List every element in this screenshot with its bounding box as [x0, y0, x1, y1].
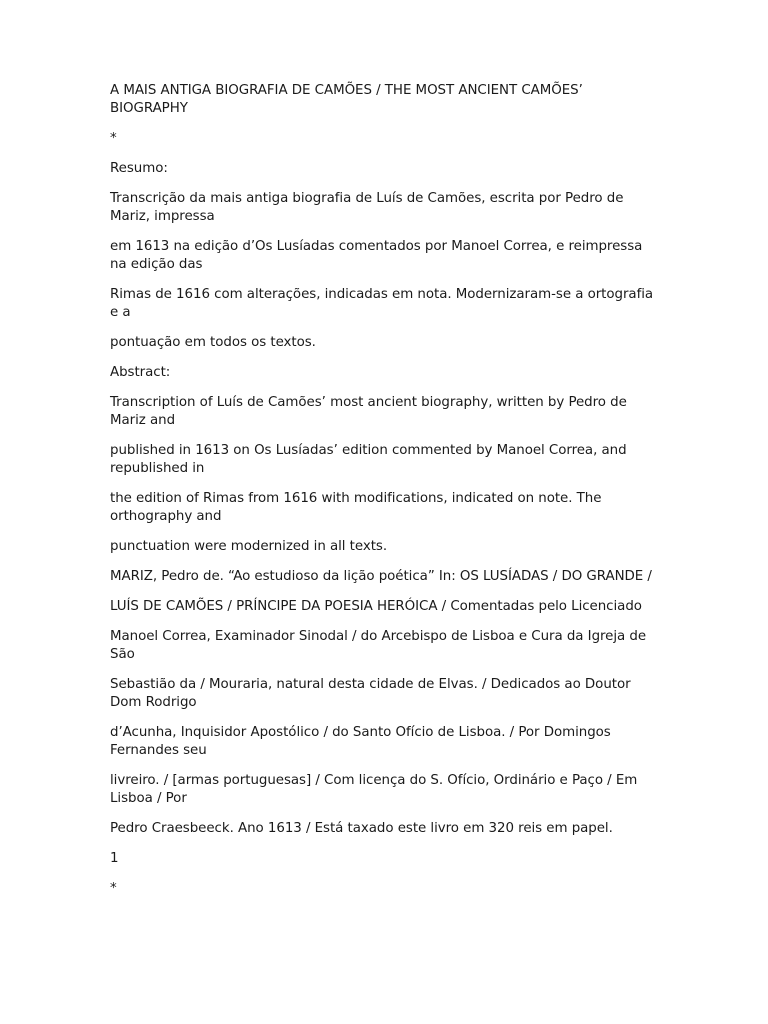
citation-paragraph-6: livreiro. / [armas portuguesas] / Com licença do S. Ofício, Ordinário e Paço / Em Lisboa / Por — [110, 773, 638, 806]
citation-paragraph-4: Sebastião da / Mouraria, natural desta cidade de Elvas. / Dedicados ao Doutor Dom Rodrigo — [110, 677, 631, 710]
abstract-paragraph-2: published in 1613 on Os Lusíadas’ edition commented by Manoel Correa, and republished in — [110, 443, 627, 476]
document-title: A MAIS ANTIGA BIOGRAFIA DE CAMÕES / THE MOST ANCIENT CAMÕES’ BIOGRAPHY — [110, 83, 583, 116]
resumo-paragraph-3: Rimas de 1616 com alterações, indicadas em nota. Modernizaram-se a ortografia e a — [110, 287, 654, 320]
citation-paragraph-7: Pedro Craesbeeck. Ano 1613 / Está taxado este livro em 320 reis em papel. — [110, 821, 613, 836]
separator-asterisk: * — [110, 131, 117, 146]
resumo-heading: Resumo: — [110, 161, 168, 176]
citation-paragraph-5: d’Acunha, Inquisidor Apostólico / do Santo Ofício de Lisboa. / Por Domingos Fernandes seu — [110, 725, 611, 758]
abstract-paragraph-4: punctuation were modernized in all texts. — [110, 539, 388, 554]
document-body — [110, 82, 658, 910]
page-number: 1 — [110, 851, 119, 866]
citation-paragraph-3: Manoel Correa, Examinador Sinodal / do Arcebispo de Lisboa e Cura da Igreja de São — [110, 629, 647, 662]
abstract-heading: Abstract: — [110, 365, 171, 380]
resumo-paragraph-2: em 1613 na edição d’Os Lusíadas comentados por Manoel Correa, e reimpressa na edição das — [110, 239, 643, 272]
resumo-paragraph-4: pontuação em todos os textos. — [110, 335, 316, 350]
separator-asterisk-end: * — [110, 881, 117, 896]
abstract-paragraph-3: the edition of Rimas from 1616 with modifications, indicated on note. The orthography and — [110, 491, 602, 524]
resumo-paragraph-1: Transcrição da mais antiga biografia de Luís de Camões, escrita por Pedro de Mariz, impressa — [110, 191, 624, 224]
abstract-paragraph-1: Transcription of Luís de Camões’ most ancient biography, written by Pedro de Mariz and — [110, 395, 627, 428]
citation-paragraph-1: MARIZ, Pedro de. “Ao estudioso da lição poética” In: OS LUSÍADAS / DO GRANDE / — [110, 569, 652, 584]
citation-paragraph-2: LUÍS DE CAMÕES / PRÍNCIPE DA POESIA HERÓICA / Comentadas pelo Licenciado — [110, 599, 642, 614]
